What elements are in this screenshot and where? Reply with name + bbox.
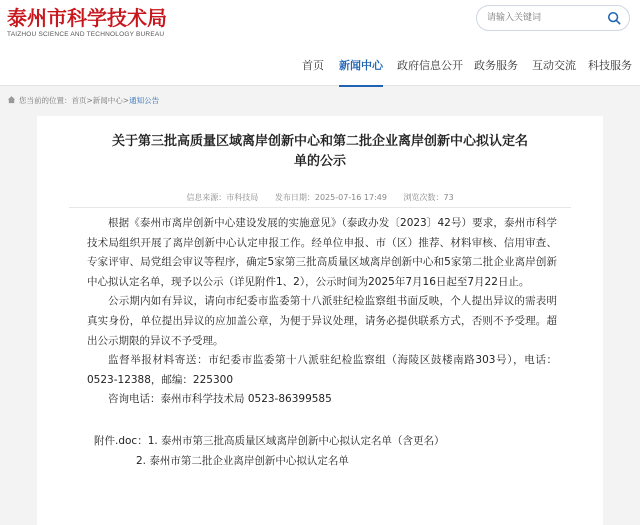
- breadcrumb-home[interactable]: 首页: [71, 96, 87, 105]
- breadcrumb-separator: >: [122, 96, 130, 105]
- nav-item-interaction[interactable]: 互动交流: [532, 59, 576, 72]
- article-paragraph: 根据《泰州市离岸创新中心建设发展的实施意见》（泰政办发〔2023〕42号）要求，泰州市科学技术局组织开展了离岸创新中心认定申报工作。经单位申报、市（区）推荐、材料审核、信用审查、专家评审、局党组会审议等程序，确定5家第三批高质量区域离岸创新中心和5家第二批企业离岸创新中心拟认定名单，现予以公示（详见附件1、2），公示时间为2025年7月16日起至7月22日止。: [87, 217, 557, 288]
- article-source: 信息来源：市科技局: [186, 193, 259, 202]
- breadcrumb-current[interactable]: 通知公告: [129, 96, 160, 105]
- article-paragraph: 咨询电话：泰州市科学技术局 0523-86399585: [108, 393, 332, 406]
- article-meta: [37, 192, 603, 203]
- nav-item-news[interactable]: 新闻中心: [339, 59, 383, 72]
- attachment-link-2[interactable]: 2. 泰州市第二批企业离岸创新中心拟认定名单: [136, 454, 349, 467]
- attachment-link-1[interactable]: 1. 泰州市第三批高质量区域离岸创新中心拟认定名单（含更名）: [147, 434, 445, 447]
- site-logo[interactable]: [7, 6, 167, 38]
- article-paragraph: 监督举报材料寄送：市纪委市监委第十八派驻纪检监察组（海陵区鼓楼南路303号），电话：0523-12388，邮编：225300: [87, 354, 557, 386]
- search-box: [476, 5, 630, 31]
- site-name-en: TAIZHOU SCIENCE AND TECHNOLOGY BUREAU: [7, 31, 165, 38]
- attachment-row: [87, 432, 557, 452]
- divider: [69, 207, 571, 208]
- home-icon: [7, 95, 16, 104]
- article-views: 浏览次数：73: [403, 193, 454, 202]
- nav-item-home[interactable]: 首页: [302, 59, 324, 72]
- article-title: 关于第三批高质量区域离岸创新中心和第二批企业离岸创新中心拟认定名单的公示: [111, 134, 528, 169]
- nav-item-tech-services[interactable]: 科技服务: [588, 59, 632, 72]
- article-paragraph: 公示期内如有异议，请向市纪委市监委第十八派驻纪检监察组书面反映，个人提出异议的需表明真实身份，单位提出异议的应加盖公章，为便于异议处理，请务必提供联系方式，否则不予受理。超出公示期限的异议不予受理。: [87, 295, 557, 347]
- nav-item-services[interactable]: 政务服务: [474, 59, 518, 72]
- search-input[interactable]: [487, 10, 597, 26]
- attachments: [87, 432, 557, 471]
- main-nav: [0, 57, 640, 77]
- attachment-row: [87, 452, 557, 472]
- breadcrumb: [7, 95, 159, 106]
- attachments-prefix: 附件.doc：: [94, 434, 148, 447]
- breadcrumb-separator: >: [86, 96, 93, 105]
- breadcrumb-news[interactable]: 新闻中心: [92, 96, 123, 105]
- nav-active-indicator: [339, 85, 383, 87]
- breadcrumb-prefix: 您当前的位置：: [19, 96, 72, 105]
- article-body: [87, 214, 557, 471]
- nav-item-gov-info[interactable]: 政府信息公开: [397, 59, 463, 72]
- site-header: [0, 0, 640, 86]
- article-date: 发布日期：2025-07-16 17:49: [274, 193, 387, 202]
- article-panel: [37, 116, 603, 525]
- site-name-cn: 泰州市科学技术局: [7, 6, 167, 30]
- search-icon[interactable]: [607, 11, 621, 25]
